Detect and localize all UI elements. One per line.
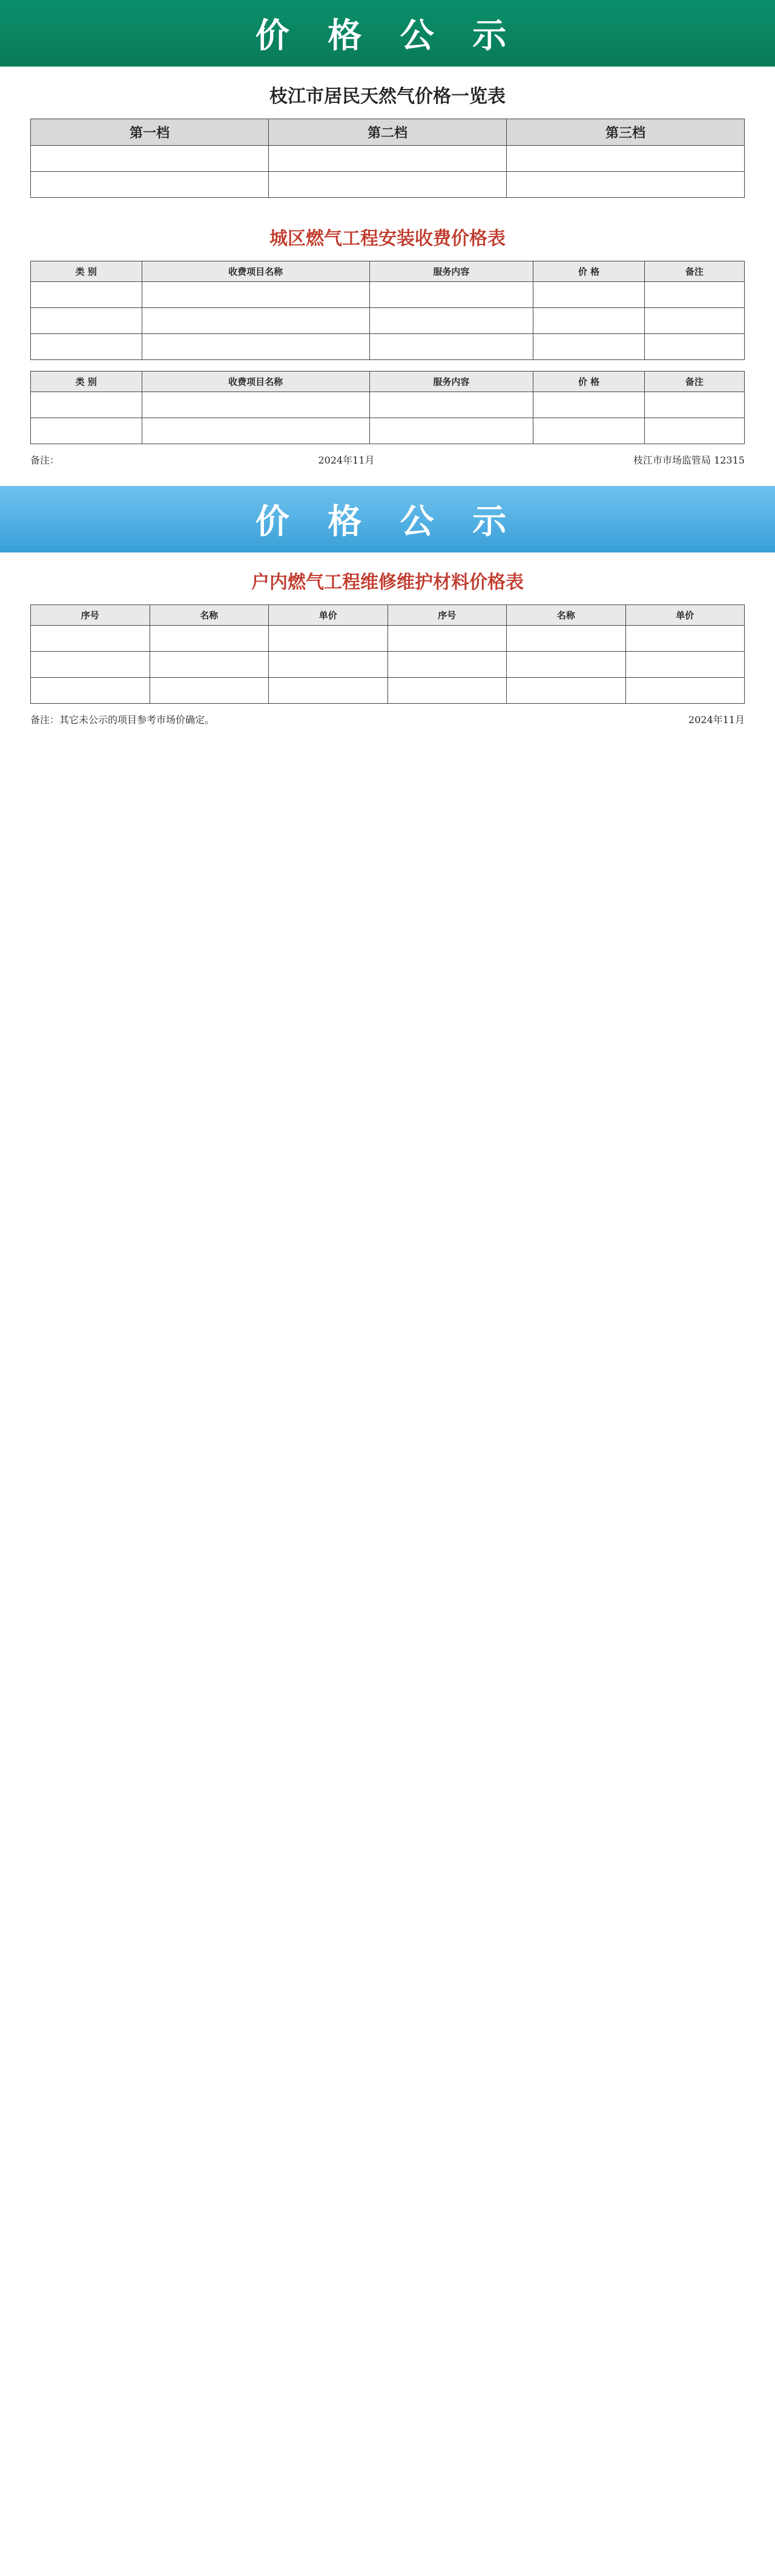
install-col-item: 收费项目名称 bbox=[142, 261, 369, 282]
footer-note: 备注：其它未公示的项目参考市场价确定。 bbox=[30, 714, 215, 726]
install-col-price: 价 格 bbox=[533, 261, 645, 282]
tier-3-header: 第三档 bbox=[507, 119, 745, 146]
repair-col-service: 服务内容 bbox=[369, 372, 533, 392]
notes-monitor: 枝江市市场监管局 12315 bbox=[633, 454, 745, 466]
tier-1-header: 第一档 bbox=[31, 119, 269, 146]
notes-footer bbox=[30, 453, 745, 467]
repair-col-item: 收费项目名称 bbox=[142, 372, 369, 392]
notes-prefix: 备注： bbox=[30, 454, 60, 466]
repair-col-price: 价 格 bbox=[533, 372, 645, 392]
material-col-no-left: 序号 bbox=[31, 605, 150, 626]
repair-col-category: 类 别 bbox=[31, 372, 142, 392]
material-col-price-left: 单价 bbox=[269, 605, 388, 626]
material-col-price-right: 单价 bbox=[625, 605, 745, 626]
gas-table-title: 枝江市居民天然气价格一览表 bbox=[269, 86, 506, 107]
page-footer bbox=[30, 712, 745, 726]
install-col-service: 服务内容 bbox=[369, 261, 533, 282]
install-col-category: 类 别 bbox=[31, 261, 142, 282]
page-banner bbox=[0, 0, 775, 67]
tier-2-header: 第二档 bbox=[269, 119, 507, 146]
banner-title: 价 格 公 示 bbox=[255, 16, 520, 56]
material-col-name-right: 名称 bbox=[507, 605, 626, 626]
install-table-title: 城区燃气工程安装收费价格表 bbox=[269, 228, 506, 249]
material-col-no-right: 序号 bbox=[388, 605, 507, 626]
material-price-table bbox=[30, 605, 745, 704]
page-banner-2 bbox=[0, 486, 775, 552]
gas-price-table bbox=[30, 119, 745, 198]
material-table-title: 户内燃气工程维修维护材料价格表 bbox=[251, 572, 524, 593]
notes-date: 2024年11月 bbox=[318, 454, 375, 466]
install-fee-table bbox=[30, 261, 745, 360]
repair-col-remark: 备注 bbox=[644, 372, 744, 392]
banner-title-2: 价 格 公 示 bbox=[255, 502, 520, 542]
material-col-name-left: 名称 bbox=[150, 605, 269, 626]
repair-fee-table bbox=[30, 371, 745, 444]
install-col-remark: 备注 bbox=[644, 261, 744, 282]
footer-date: 2024年11月 bbox=[688, 714, 745, 726]
